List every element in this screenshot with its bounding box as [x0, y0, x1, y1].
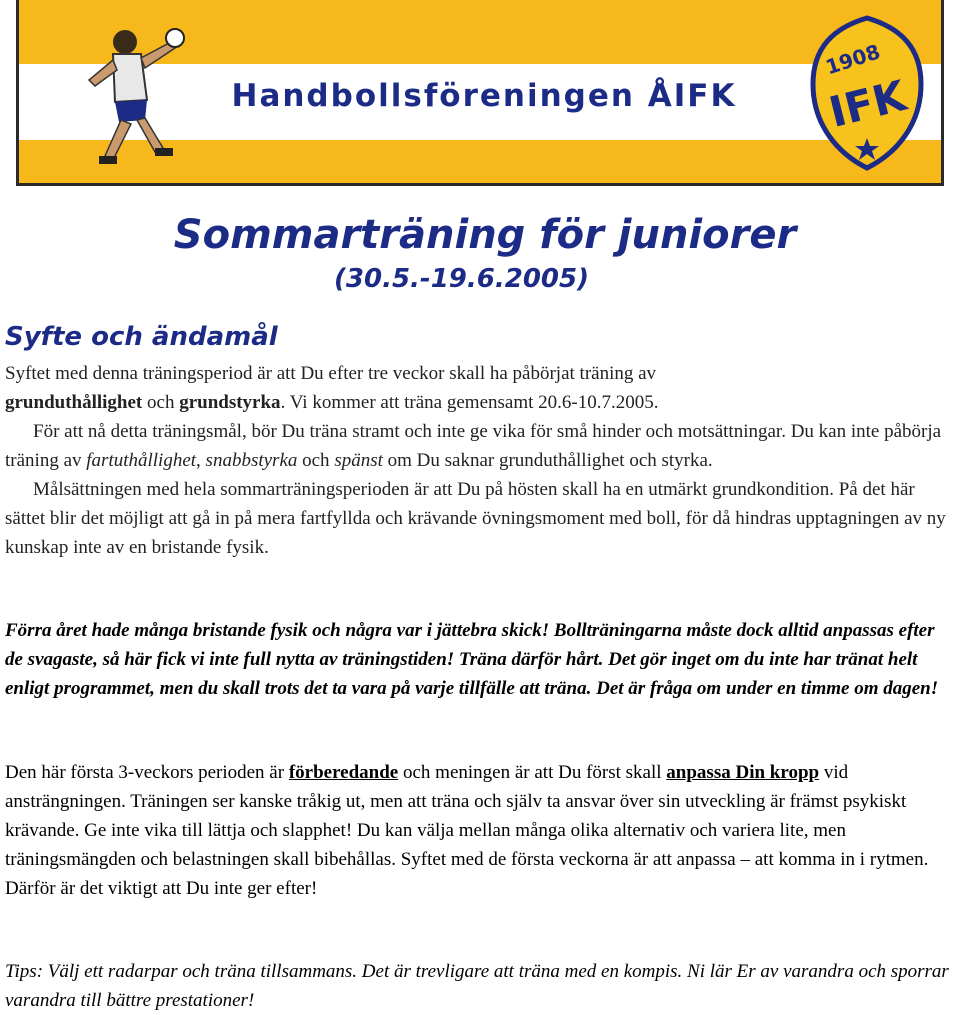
page-title-dates: (30.5.-19.6.2005) — [334, 264, 589, 294]
period-paragraph: Den här första 3-veckors perioden är förberedande och meningen är att Du först skall anpassa Din kropp vid ansträngningen. Träningen ser kanske tråkig ut, men att träna och själv ta ansvar över sin utveckling är främst psykiskt krävande. Ge inte vika till lättja och slapphet! Du kan välja mellan många olika alternativ och variera lite, men träningsmängden och belastningen skall bibehållas. Syftet med de första veckorna är att anpassa – att komma in i rytmen. Därför är det viktigt att Du inte ger efter! — [5, 762, 929, 899]
header-banner — [16, 0, 944, 186]
logo-letters: IFK — [824, 70, 911, 138]
banner-title: Handbollsföreningen ÅIFK — [231, 78, 737, 114]
handball-player-image — [75, 20, 185, 170]
club-logo-icon — [805, 14, 929, 172]
tips-paragraph: Tips: Välj ett radarpar och träna tillsammans. Det är trevligare att träna med en kompis. Ni lär Er av varandra och sporrar varandra till bättre prestationer! — [5, 961, 949, 1011]
page-title: Sommarträning för juniorer — [173, 212, 797, 258]
last-year-paragraph: Förra året hade många bristande fysik och några var i jättebra skick! Bollträningarna måste dock alltid anpassas efter de svagaste, så här fick vi inte full nytta av träningstiden! Träna därför hårt. Det gör inget om du inte har tränat helt enligt programmet, men du skall trots det ta vara på varje tillfälle att träna. Det är fråga om under en timme om dagen! — [5, 620, 939, 699]
section-heading: Syfte och ändamål — [5, 322, 278, 352]
purpose-paragraph: Syftet med denna träningsperiod är att Du efter tre veckor skall ha påbörjat träning av grunduthållighet och grundstyrka. Vi kommer att träna gemensamt 20.6-10.7.2005. För att nå detta träningsmål, bör Du träna stramt och inte ge vika för små hinder och motsättningar. Du kan inte påbörja träning av fartuthållighet, snabbstyrka och spänst om Du saknar grunduthållighet och styrka. Målsättningen med hela sommarträningsperioden är att Du på hösten skall ha en utmärkt grundkondition. På det här sättet blir det möjligt att gå in på mera fartfyllda och krävande övningsmoment med boll, för då hindras upptagningen av ny kunskap inte av en bristande fysik. — [5, 363, 946, 558]
logo-year: 1908 — [822, 39, 884, 80]
